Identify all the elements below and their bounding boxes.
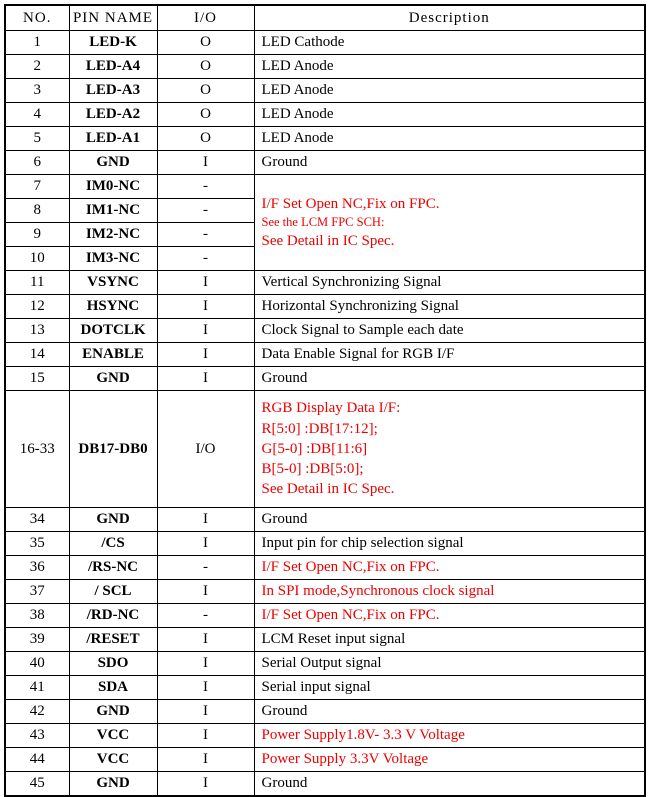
cell-pin-number: 2 [5, 55, 69, 79]
cell-pin-number: 37 [5, 580, 69, 604]
column-header-description: Description [254, 5, 645, 31]
cell-description [254, 532, 645, 556]
cell-description [254, 391, 645, 508]
cell-description [254, 55, 645, 79]
cell-io: I [157, 508, 254, 532]
description-line: Ground [261, 154, 308, 171]
cell-description [254, 343, 645, 367]
cell-pin-name: IM0-NC [69, 175, 157, 199]
cell-io: I [157, 367, 254, 391]
cell-description [254, 772, 645, 797]
table-row [5, 772, 645, 797]
cell-pin-name: SDO [69, 652, 157, 676]
description-line: LED Anode [261, 106, 334, 123]
cell-pin-number: 40 [5, 652, 69, 676]
cell-pin-name: /RESET [69, 628, 157, 652]
cell-pin-number: 42 [5, 700, 69, 724]
cell-pin-name: IM1-NC [69, 199, 157, 223]
cell-description [254, 580, 645, 604]
cell-pin-number: 34 [5, 508, 69, 532]
table-row [5, 55, 645, 79]
cell-pin-name: /CS [69, 532, 157, 556]
cell-pin-number: 3 [5, 79, 69, 103]
description-line: LCM Reset input signal [261, 631, 406, 648]
description-line: Serial input signal [261, 679, 371, 696]
cell-io: I [157, 580, 254, 604]
cell-description [254, 319, 645, 343]
cell-io: O [157, 31, 254, 55]
cell-pin-name: GND [69, 700, 157, 724]
cell-pin-name: VSYNC [69, 271, 157, 295]
cell-pin-name: /RD-NC [69, 604, 157, 628]
table-row [5, 748, 645, 772]
description-line: R[5:0] :DB[17:12]; [261, 420, 378, 437]
cell-description [254, 175, 645, 271]
column-header-pin-name: PIN NAME [69, 5, 157, 31]
cell-description [254, 556, 645, 580]
cell-description [254, 151, 645, 175]
table-row [5, 343, 645, 367]
cell-pin-number: 38 [5, 604, 69, 628]
cell-pin-name: GND [69, 151, 157, 175]
cell-pin-name: /RS-NC [69, 556, 157, 580]
cell-io: O [157, 127, 254, 151]
table-row [5, 652, 645, 676]
cell-pin-number: 12 [5, 295, 69, 319]
description-line: See Detail in IC Spec. [261, 481, 395, 498]
cell-io: I [157, 295, 254, 319]
cell-pin-name: GND [69, 772, 157, 797]
description-line: Ground [261, 703, 308, 720]
cell-pin-name: IM2-NC [69, 223, 157, 247]
cell-description [254, 748, 645, 772]
cell-io: I [157, 319, 254, 343]
description-line: See Detail in IC Spec. [261, 232, 395, 249]
description-line: Vertical Synchronizing Signal [261, 274, 442, 291]
description-line: B[5-0] :DB[5:0]; [261, 461, 364, 478]
cell-pin-number: 11 [5, 271, 69, 295]
cell-description [254, 700, 645, 724]
cell-pin-name: DOTCLK [69, 319, 157, 343]
table-row [5, 556, 645, 580]
cell-pin-number: 41 [5, 676, 69, 700]
cell-description [254, 31, 645, 55]
cell-io: O [157, 55, 254, 79]
cell-io: I [157, 271, 254, 295]
table-row [5, 700, 645, 724]
description-line: RGB Display Data I/F: [261, 400, 401, 417]
cell-pin-name: LED-A1 [69, 127, 157, 151]
cell-pin-number: 10 [5, 247, 69, 271]
table-row [5, 103, 645, 127]
description-line: See the LCM FPC SCH: [261, 215, 385, 230]
table-row [5, 604, 645, 628]
cell-pin-name: DB17-DB0 [69, 391, 157, 508]
table-row [5, 367, 645, 391]
description-line: Input pin for chip selection signal [261, 535, 464, 552]
cell-io: O [157, 79, 254, 103]
table-row [5, 295, 645, 319]
cell-pin-number: 15 [5, 367, 69, 391]
description-line: LED Anode [261, 82, 334, 99]
cell-pin-name: LED-A3 [69, 79, 157, 103]
cell-pin-name: VCC [69, 748, 157, 772]
cell-io: - [157, 604, 254, 628]
cell-description [254, 652, 645, 676]
cell-pin-name: LED-A4 [69, 55, 157, 79]
table-row [5, 31, 645, 55]
pin-description-table [4, 4, 646, 797]
cell-pin-number: 44 [5, 748, 69, 772]
description-line: Power Supply 3.3V Voltage [261, 751, 429, 768]
cell-pin-number: 6 [5, 151, 69, 175]
cell-pin-number: 39 [5, 628, 69, 652]
table-row [5, 79, 645, 103]
cell-description [254, 295, 645, 319]
cell-pin-name: GND [69, 367, 157, 391]
cell-description [254, 103, 645, 127]
cell-pin-name: LED-K [69, 31, 157, 55]
table-row [5, 580, 645, 604]
table-row [5, 628, 645, 652]
cell-description [254, 79, 645, 103]
cell-description [254, 604, 645, 628]
description-line: LED Anode [261, 58, 334, 75]
cell-pin-name: VCC [69, 724, 157, 748]
description-line: Horizontal Synchronizing Signal [261, 298, 459, 315]
table-row [5, 319, 645, 343]
cell-io: I/O [157, 391, 254, 508]
cell-pin-number: 36 [5, 556, 69, 580]
cell-pin-number: 45 [5, 772, 69, 797]
cell-pin-name: / SCL [69, 580, 157, 604]
cell-pin-number: 43 [5, 724, 69, 748]
table-row [5, 271, 645, 295]
cell-description [254, 724, 645, 748]
description-line: I/F Set Open NC,Fix on FPC. [261, 195, 440, 212]
cell-io: I [157, 532, 254, 556]
cell-io: - [157, 247, 254, 271]
cell-pin-number: 14 [5, 343, 69, 367]
header-row [5, 5, 645, 31]
cell-io: I [157, 676, 254, 700]
cell-description [254, 508, 645, 532]
table-row [5, 724, 645, 748]
description-line: Power Supply1.8V- 3.3 V Voltage [261, 727, 465, 744]
cell-pin-number: 1 [5, 31, 69, 55]
cell-pin-name: IM3-NC [69, 247, 157, 271]
cell-description [254, 367, 645, 391]
column-header-io: I/O [157, 5, 254, 31]
description-line: In SPI mode,Synchronous clock signal [261, 583, 495, 600]
cell-pin-number: 35 [5, 532, 69, 556]
table-row [5, 151, 645, 175]
cell-io: I [157, 652, 254, 676]
cell-pin-number: 9 [5, 223, 69, 247]
cell-io: I [157, 748, 254, 772]
description-line: Ground [261, 370, 308, 387]
description-line: I/F Set Open NC,Fix on FPC. [261, 559, 440, 576]
cell-io: I [157, 628, 254, 652]
cell-io: - [157, 199, 254, 223]
cell-pin-name: HSYNC [69, 295, 157, 319]
cell-description [254, 271, 645, 295]
table-row [5, 391, 645, 508]
cell-io: I [157, 151, 254, 175]
table-row [5, 127, 645, 151]
cell-pin-number: 4 [5, 103, 69, 127]
table-row [5, 175, 645, 199]
table-row [5, 532, 645, 556]
cell-io: O [157, 103, 254, 127]
cell-pin-name: GND [69, 508, 157, 532]
cell-description [254, 628, 645, 652]
description-line: Data Enable Signal for RGB I/F [261, 346, 455, 363]
cell-io: I [157, 700, 254, 724]
cell-io: I [157, 772, 254, 797]
table-row [5, 676, 645, 700]
table-header [5, 5, 645, 31]
cell-io: - [157, 556, 254, 580]
cell-io: I [157, 724, 254, 748]
description-line: I/F Set Open NC,Fix on FPC. [261, 607, 440, 624]
description-line: LED Anode [261, 130, 334, 147]
cell-pin-number: 16-33 [5, 391, 69, 508]
cell-pin-number: 5 [5, 127, 69, 151]
cell-io: I [157, 343, 254, 367]
cell-description [254, 127, 645, 151]
table-row [5, 508, 645, 532]
table-body [5, 31, 645, 797]
cell-pin-name: SDA [69, 676, 157, 700]
description-line: Clock Signal to Sample each date [261, 322, 464, 339]
description-line: G[5-0] :DB[11:6] [261, 440, 368, 457]
cell-pin-name: LED-A2 [69, 103, 157, 127]
cell-pin-number: 8 [5, 199, 69, 223]
cell-pin-name: ENABLE [69, 343, 157, 367]
cell-io: - [157, 223, 254, 247]
cell-description [254, 676, 645, 700]
description-line: Ground [261, 511, 308, 528]
column-header-no: NO. [5, 5, 69, 31]
cell-pin-number: 13 [5, 319, 69, 343]
description-line: Ground [261, 775, 308, 792]
cell-io: - [157, 175, 254, 199]
description-line: Serial Output signal [261, 655, 382, 672]
cell-pin-number: 7 [5, 175, 69, 199]
description-line: LED Cathode [261, 34, 345, 51]
